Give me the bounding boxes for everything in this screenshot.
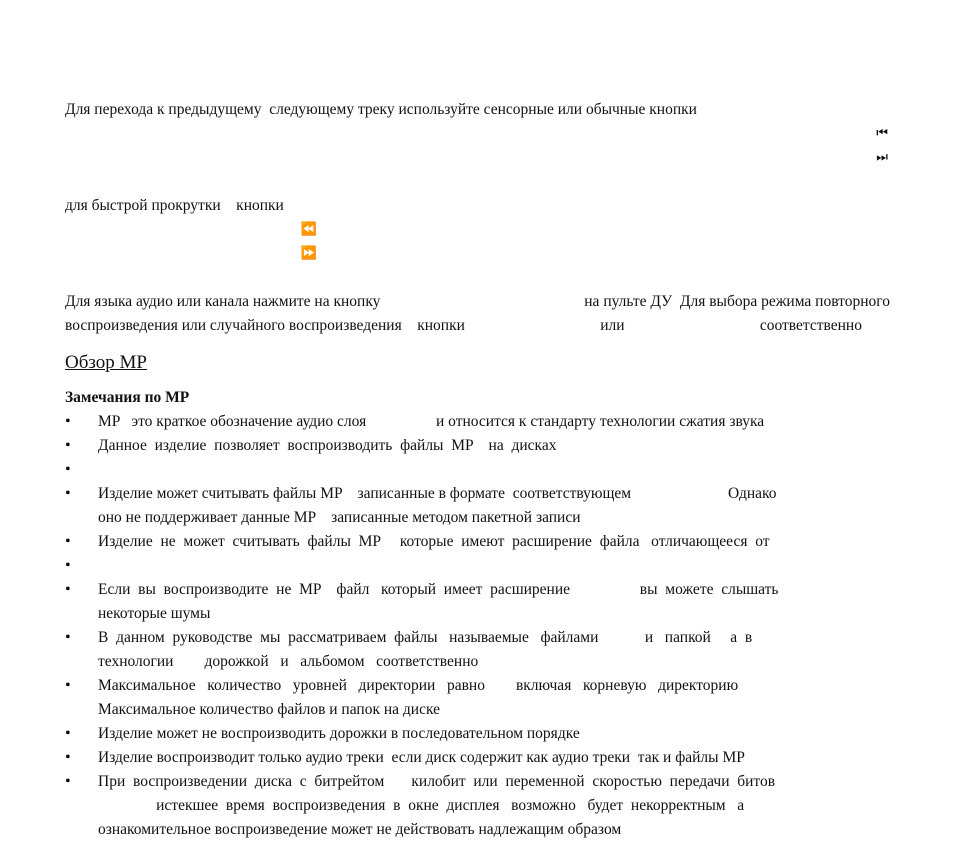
intro-line-1-text: Для перехода к предыдущему следующему треку используйте сенсорные или обычные кнопки — [65, 101, 697, 118]
intro-line-4b: или — [600, 317, 625, 334]
list-item-line: • Изделие воспроизводит только аудио треки если диск содержит как аудио треки так и файлы MP — [98, 749, 745, 766]
list-item-line: оно не поддерживает данные MP записанные методом пакетной записи — [98, 509, 581, 526]
list-item-line: ознакомительное воспроизведение может не действовать надлежащим образом — [98, 821, 622, 838]
intro-line-3a: Для языка аудио или канала нажмите на кнопку — [65, 293, 381, 310]
list-item — [65, 578, 890, 626]
list-spacer — [65, 554, 890, 578]
list-item — [65, 626, 890, 674]
skip-buttons-icons — [864, 98, 887, 194]
fast-forward-icon: ⏩ — [300, 246, 315, 261]
list-item — [65, 746, 890, 770]
list-item — [65, 434, 890, 458]
list-item — [65, 530, 890, 554]
list-item-line: истекшее время воспроизведения в окне дисплея возможно будет некорректным а — [98, 797, 745, 814]
list-item — [65, 722, 890, 746]
list-item — [65, 674, 890, 722]
intro-line-3b: на пульте ДУ Для выбора режима повторного — [584, 293, 890, 310]
list-item-line: некоторые шумы — [98, 605, 211, 622]
intro-line-1 — [65, 98, 890, 194]
list-item-line: • Изделие не может считывать файлы MP которые имеют расширение файла отличающееся от — [98, 533, 770, 550]
skip-next-icon: ⏭ — [876, 150, 886, 165]
list-item-line: • Данное изделие позволяет воспроизводить файлы MP на дисках — [98, 437, 557, 454]
section-title: Обзор MP — [65, 352, 147, 373]
list-item-line: • В данном руководстве мы рассматриваем файлы называемые файлами и папкой а в — [98, 629, 753, 646]
intro-line-4a: воспроизведения или случайного воспроизведения кнопки — [65, 317, 465, 334]
notes-list — [65, 410, 890, 842]
list-item-line: • Если вы воспроизводите не MP файл который имеет расширение вы можете слышать — [98, 581, 779, 598]
list-item-line: • Максимальное количество уровней директории равно включая корневую директорию — [98, 677, 739, 694]
list-item — [65, 482, 890, 530]
intro-line-2 — [65, 194, 890, 290]
list-spacer — [65, 458, 890, 482]
rewind-icon: ⏪ — [300, 222, 315, 237]
intro-line-4c: соответственно — [759, 317, 862, 334]
intro-line-4 — [65, 314, 890, 338]
section-subtitle: Замечания по MP — [65, 389, 190, 406]
list-item-line: • При воспроизведении диска с битрейтом килобит или переменной скоростью передачи битов — [98, 773, 776, 790]
skip-previous-icon: ⏮ — [876, 126, 886, 141]
list-item-line: Максимальное количество файлов и папок на диске — [98, 701, 440, 718]
list-item-line: • MP это краткое обозначение аудио слоя и относится к стандарту технологии сжатия звука — [98, 413, 765, 430]
document-page — [65, 98, 890, 842]
list-item-line: • Изделие может считывать файлы MP записанные в формате соответствующем Однако — [98, 485, 777, 502]
scan-buttons-icons — [288, 194, 315, 290]
list-item-line: • Изделие может не воспроизводить дорожки в последовательном порядке — [98, 725, 580, 742]
list-item — [65, 410, 890, 434]
intro-line-3 — [65, 290, 890, 314]
list-item-line: технологии дорожкой и альбомом соответственно — [98, 653, 479, 670]
intro-line-2-text: для быстрой прокрутки кнопки — [65, 197, 284, 214]
